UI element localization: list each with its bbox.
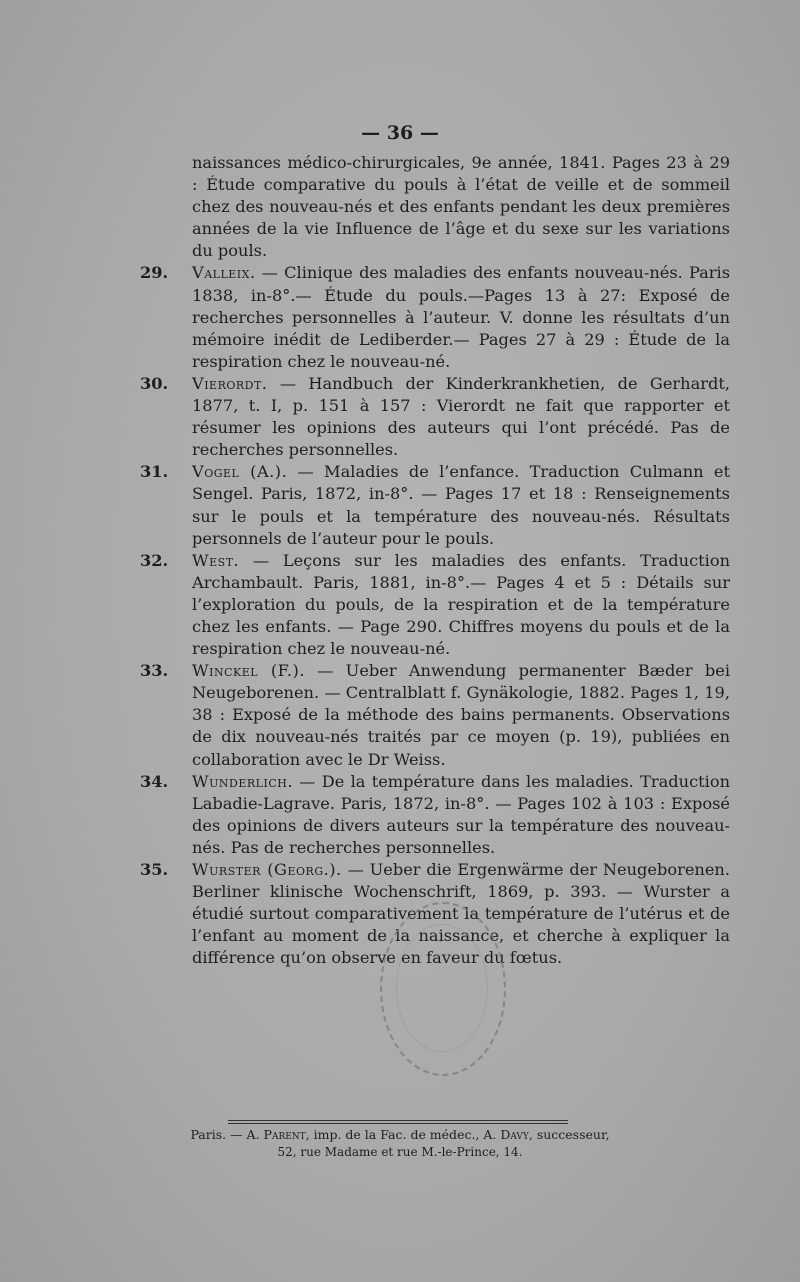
entry-author: Wunderlich. [192,771,293,791]
entry-author: Vierordt. [192,373,268,393]
entry-number: 32. [140,550,169,570]
footer-rule-bottom [228,1123,568,1124]
bibliography-entry-29 [140,262,730,372]
entry-author: Wurster (Georg.). [192,860,342,879]
entry-number: 35. [140,860,169,879]
entry-number: 29. [140,263,169,283]
bibliography [140,152,730,969]
footer-rule-top [228,1120,568,1121]
entry-text: — Ueber die Ergenwärme der Neugeborenen. Berliner klinische Wochenschrift, 1869, p. 393. — Wurster a étudié surtout comparativement la température de l’utérus et de l’enfant au moment de la naissance, et cherche à expliquer la différence qu’on observe en faveur du fœtus. [192,860,730,968]
entry-author: Winckel (F.). [192,661,305,681]
successor-name: Davy [500,1127,529,1142]
entry-number: 31. [140,462,169,482]
entry-text: — Ueber Anwendung permanenter Bæder bei Neugeborenen. — Centralblatt f. Gynäkologie, 1882. Pages 1, 19, 38 : Exposé de la méthode des bains permanents. Observations de dix nouveau-nés traités par ce moyen (p. 19), publiées en collaboration avec le Dr Weiss. [192,661,730,769]
entry-number: 33. [140,661,169,681]
page-number: — 36 — [361,122,439,144]
library-stamp-inner-ring [396,924,488,1052]
bibliography-entry-31 [140,461,730,549]
library-stamp [380,902,506,1076]
continuation-paragraph: naissances médico-chirurgicales, 9e année, 1841. Pages 23 à 29 : Étude comparative du pouls à l’état de veille et de sommeil chez des nouveau-nés et des enfants pendant les deux premières années de la vie Influence de l’âge et du sexe sur les variations du pouls. [192,153,730,261]
printer-imprint-line1: Paris. — A. Parent, imp. de la Fac. de médec., A. Davy, successeur, [190,1127,610,1142]
entry-text: — Clinique des maladies des enfants nouveau-nés. Paris 1838, in-8°.— Étude du pouls.—Pages 13 à 27: Exposé de recherches personnelles à l’auteur. V. donne les résultats d’un mémoire inédit de Lediberder.— Pages 27 à 29 : Étude de la respiration chez le nouveau-né. [192,263,730,371]
bibliography-entry-33 [140,660,730,770]
entry-author: Vogel (A.). [192,462,288,482]
entry-text: — Leçons sur les maladies des enfants. Traduction Archambault. Paris, 1881, in-8°.— Pages 4 et 5 : Détails sur l’exploration du pouls, de la respiration et de la température chez les enfants. — Page 290. Chiffres moyens du pouls et de la respiration chez le nouveau-né. [192,550,730,659]
entry-text: — De la température dans les maladies. Traduction Labadie-Lagrave. Paris, 1872, in-8°. — Pages 102 à 103 : Exposé des opinions de divers auteurs sur la température des nouveau-nés. Pas de recherches personnelles. [192,771,730,857]
bibliography-entry-32 [140,550,730,660]
entry-number: 34. [140,771,169,791]
entry-author: West. [192,550,240,570]
entry-author: Valleix. [192,263,256,283]
entry-text: — Handbuch der Kinderkrankhetien, de Gerhardt, 1877, t. I, p. 151 à 157 : Vierordt ne fait que rapporter et résumer les opinions des auteurs qui l’ont précédé. Pas de recherches personnelles. [192,373,730,460]
bibliography-entry-34 [140,771,730,859]
entry-number: 30. [140,373,169,393]
entry-text: — Maladies de l’enfance. Traduction Culmann et Sengel. Paris, 1872, in-8°. — Pages 17 et 18 : Renseignements sur le pouls et la température des nouveau-nés. Résultats personnels de l’auteur pour le pouls. [192,462,730,548]
printer-imprint-line2: 52, rue Madame et rue M.-le-Prince, 14. [277,1145,523,1159]
bibliography-entry-30 [140,373,730,461]
printer-name: Parent [263,1127,306,1142]
